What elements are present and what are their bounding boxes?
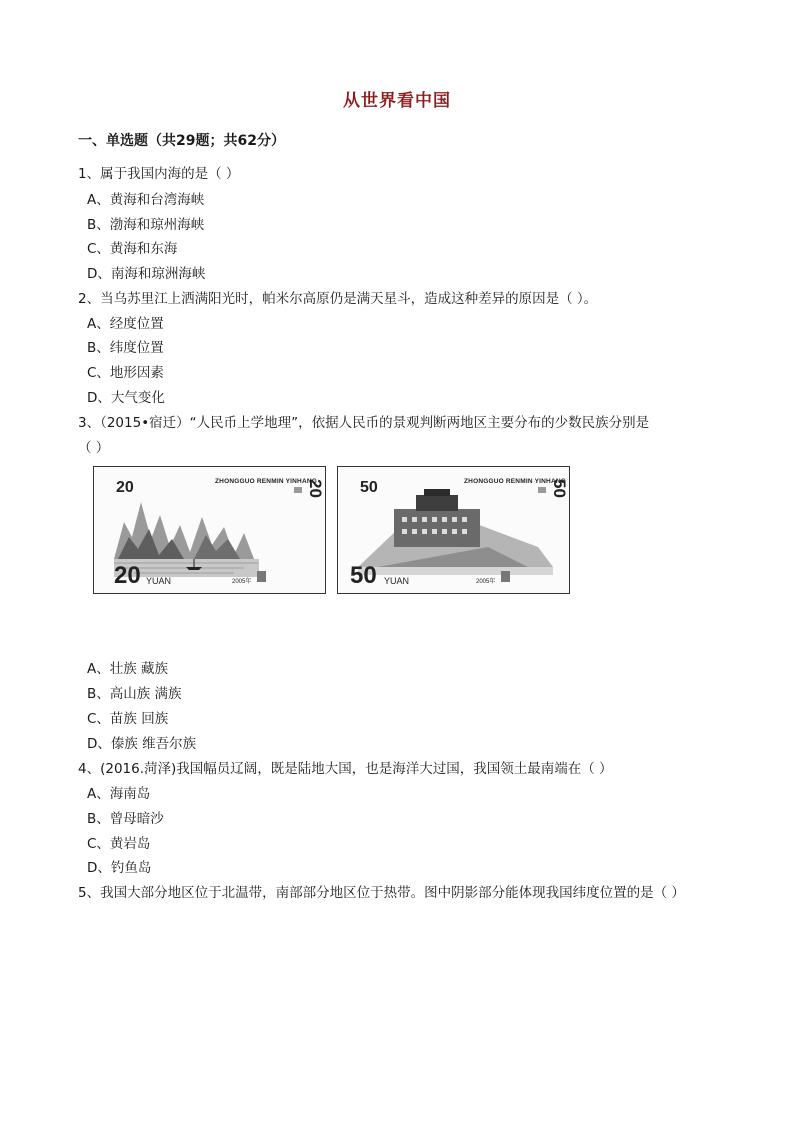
banknote-50-large-denomination: 50 <box>350 562 377 589</box>
question-1-option-b: B、渤海和琼州海峡 <box>87 217 205 233</box>
banknote-50-bank-name: ZHONGGUO RENMIN YINHANG <box>464 478 566 485</box>
question-1-option-d: D、南海和琼洲海峡 <box>87 266 206 282</box>
banknote-20-small-denomination: 20 <box>116 479 134 496</box>
question-2-stem: 2、当乌苏里江上洒满阳光时，帕米尔高原仍是满天星斗，造成这种差异的原因是（ ）。 <box>78 291 598 307</box>
question-4-stem: 4、(2016.菏泽)我国幅员辽阔，既是陆地大国，也是海洋大过国，我国领土最南端在（ ） <box>78 761 613 777</box>
banknote-20-large-denomination: 20 <box>114 562 141 589</box>
question-3-option-c: C、苗族 回族 <box>87 711 169 727</box>
question-1-stem: 1、属于我国内海的是（ ） <box>78 166 240 182</box>
question-2-option-d: D、大气变化 <box>87 390 165 406</box>
banknote-50-year: 2005年 <box>476 579 496 585</box>
page-title: 从世界看中国 <box>343 91 451 111</box>
banknote-20-year: 2005年 <box>232 579 252 585</box>
question-4-option-b: B、曾母暗沙 <box>87 811 164 827</box>
banknote-50-side-denomination: 50 <box>550 479 569 498</box>
banknote-20-side-denomination: 20 <box>306 479 325 498</box>
question-3-stem-continued: （ ） <box>78 440 110 456</box>
question-3-option-a: A、壮族 藏族 <box>87 661 169 677</box>
question-3-stem: 3、（2015•宿迁）“人民币上学地理”，依据人民币的景观判断两地区主要分布的少数民族分别是 <box>78 415 650 431</box>
section-heading: 一、单选题（共29题；共62分） <box>78 133 285 149</box>
question-4-option-c: C、黄岩岛 <box>87 836 151 852</box>
banknote-50-small-denomination: 50 <box>360 479 378 496</box>
question-1-option-c: C、黄海和东海 <box>87 241 178 257</box>
banknote-20-bank-name: ZHONGGUO RENMIN YINHANG <box>215 478 317 485</box>
question-3-option-b: B、高山族 满族 <box>87 686 182 702</box>
banknote-50-unit: YUAN <box>384 576 410 586</box>
banknote-50-yuan-image <box>337 466 570 594</box>
question-1-option-a: A、黄海和台湾海峡 <box>87 192 205 208</box>
question-2-option-b: B、纬度位置 <box>87 340 164 356</box>
question-4-option-a: A、海南岛 <box>87 786 151 802</box>
question-2-option-a: A、经度位置 <box>87 316 164 332</box>
question-4-option-d: D、钓鱼岛 <box>87 860 152 876</box>
banknote-20-yuan-image <box>93 466 326 594</box>
question-5-stem: 5、我国大部分地区位于北温带，南部部分地区位于热带。图中阴影部分能体现我国纬度位置的是（ ） <box>78 885 685 901</box>
question-3-option-d: D、傣族 维吾尔族 <box>87 736 197 752</box>
question-2-option-c: C、地形因素 <box>87 365 164 381</box>
banknote-20-unit: YUAN <box>146 576 172 586</box>
